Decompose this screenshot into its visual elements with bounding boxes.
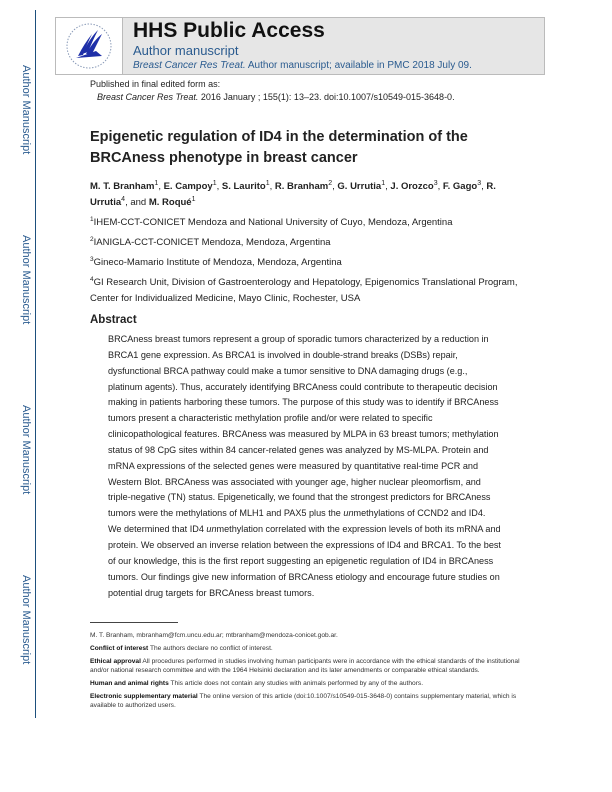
contact-footnote: M. T. Branham, mbranham@fcm.uncu.edu.ar; mtbranham@mendoza-conicet.gob.ar. [90, 632, 338, 639]
author-name: R. Urrutia [90, 181, 496, 208]
author-affiliation-number: 3 [433, 179, 438, 187]
author-affiliation-number: 4 [121, 195, 126, 203]
abstract-line: clinicopathological features. BRCAness was measured by MLPA in 63 breast tumors; methylation [108, 429, 499, 440]
author-affiliation-number: 1 [154, 179, 159, 187]
abstract-line: Western Blot. BRCAness was associated with younger age, higher nuclear pleomorfism, and [108, 476, 481, 487]
footnote-label: Electronic supplementary material [90, 693, 198, 700]
abstract-line: platinum agents). Thus, accurately identifying BRCAness could contribute to therapeutic decision [108, 381, 498, 392]
author-affiliation-number: 2 [328, 179, 333, 187]
author-name: G. Urrutia [337, 181, 382, 192]
citation-journal: Breast Cancer Res Treat. [97, 92, 199, 102]
author-name: M. T. Branham [90, 181, 155, 192]
abstract-line [108, 506, 535, 522]
citation-details: 2016 January ; 155(1): 13–23. doi:10.1007/s10549-015-3648-0. [198, 92, 455, 102]
abstract-line: BRCA1 gene expression. As BRCA1 is involved in double-strand breaks (DSBs) repair, [108, 349, 458, 360]
affiliation-text: IANIGLA-CCT-CONICET Mendoza, Mendoza, Argentina [93, 237, 331, 248]
affiliation-number: 2 [90, 235, 94, 243]
footnote-text: The online version of this article (doi:10.1007/s10549-015-3648-0) contains supplementary material, which is available to authorized users. [90, 693, 517, 709]
footnote-rights [90, 679, 530, 688]
abstract-line [108, 522, 535, 538]
author-name: E. Campoy [163, 181, 213, 192]
abstract-line: BRCAness breast tumors represent a group of sporadic tumors characterized by a reduction in [108, 334, 489, 344]
footnote-label: Ethical approval [90, 658, 141, 665]
author-manuscript-label: Author Manuscript [20, 405, 32, 495]
abstract-line: tumors present a characteristic methylation profile and/or were related to specific [108, 413, 433, 424]
affiliation-text: GI Research Unit, Division of Gastroenterology and Hepatology, Epigenomics Translational Program, Center for Individualized Medicine, Mayo Clinic, Rochester, USA [90, 277, 518, 304]
affiliation-number: 1 [90, 215, 94, 223]
footnote-text: This article does not contain any studies with animals performed by any of the authors. [168, 680, 424, 687]
author-affiliation-number: 3 [477, 179, 482, 187]
affiliation [90, 275, 530, 307]
footnote-ethical [90, 657, 530, 675]
abstract-heading: Abstract [90, 314, 137, 326]
abstract-line: making in patients harboring these tumors. The purpose of this study was to identify if BRCAness [108, 397, 499, 408]
published-label: Published in final edited form as: [90, 79, 221, 89]
footnote-text: All procedures performed in studies involving human participants were in accordance with the ethical standards of the institutional and/or national research committee and with the 1964 Helsinki declaration and its later amendments or comparable ethical standards. [90, 658, 520, 674]
author-manuscript-label: Author Manuscript [20, 575, 32, 665]
affiliation [90, 255, 530, 271]
author-list: M. T. Branham$^1$, E. Campoy$^1$, S. Laurito$^1$, R. Branham$^2$, G. Urrutia$^1$, J. Orozco$^3$, F. Gago$^3$, R. Urrutia$^4$, and M. Roqué$^1$ [90, 179, 496, 208]
author-name: J. Orozco [390, 181, 434, 192]
article-title: Epigenetic regulation of ID4 in the determination of the BRCAness phenotype in breast cancer [90, 129, 468, 166]
affiliation-text: Gineco-Mamario Institute of Mendoza, Mendoza, Argentina [93, 257, 342, 268]
abstract-text: methylation correlated with the expression levels of both its mRNA and [216, 524, 501, 535]
margin-rule [35, 10, 36, 718]
abstract-emphasis: un [343, 508, 354, 519]
author-name: F. Gago [442, 181, 478, 192]
abstract-line: of our knowledge, this is the first report suggesting an epigenetic regulation of ID4 in BRCAness [108, 555, 494, 566]
availability-line [133, 60, 472, 72]
hhs-header [55, 17, 545, 75]
abstract-text: tumors were the methylations of MLH1 and PAX5 plus the [108, 508, 344, 519]
author-affiliation-number: 1 [381, 179, 386, 187]
abstract-text: We determined that ID4 [108, 524, 207, 535]
abstract-line: tumors. Our findings give new information of BRCAness etiology and encourage future studies on [108, 571, 500, 582]
abstract-line: potential drug targets for BRCAness breast tumors. [108, 587, 315, 598]
footnote-supplementary [90, 692, 530, 710]
author-conjunction: , and [125, 197, 149, 208]
affiliation-number: 4 [90, 275, 94, 283]
footnotes [90, 631, 530, 714]
abstract-line: triple-negative (TN) status. Epigenetically, we found that the strongest predictors for BRCAness [108, 492, 491, 503]
footnote-label: Human and animal rights [90, 680, 169, 687]
abstract-line: protein. We observed an inverse relation between the expressions of ID4 and BRCA1. To the best [108, 539, 501, 550]
abstract-line: status of 98 CpG sites within 84 cancer-related genes was analyzed by MS-MLPA. Protein and [108, 444, 489, 455]
author-manuscript-subtitle: Author manuscript [133, 43, 239, 58]
footnote-divider [90, 622, 178, 623]
abstract-emphasis: un [206, 524, 217, 535]
article-front-matter [90, 127, 535, 601]
affiliation-number: 3 [90, 255, 94, 263]
hhs-logo-icon [56, 18, 123, 74]
author-name: S. Laurito [221, 181, 266, 192]
footnote-text: The authors declare no conflict of interest. [148, 645, 273, 652]
affiliation [90, 215, 530, 231]
author-manuscript-label: Author Manuscript [20, 65, 32, 155]
abstract-line: mRNA expressions of the selected genes were measured by quantitative real-time PCR and [108, 460, 478, 471]
availability-text: Author manuscript; available in PMC 2018 July 09. [245, 60, 472, 71]
journal-name: Breast Cancer Res Treat. [133, 60, 246, 71]
affiliation [90, 235, 530, 251]
footnote-label: Conflict of interest [90, 645, 149, 652]
author-name: R. Branham [274, 181, 329, 192]
abstract-body [108, 332, 535, 601]
abstract-line: dysfunctional BRCA pathway could make a tumor sensitive to DNA damaging drugs (e.g., [108, 365, 468, 376]
author-affiliation-number: 1 [212, 179, 217, 187]
citation [97, 92, 455, 103]
author-name: M. Roqué [148, 197, 192, 208]
author-affiliation-number: 1 [191, 195, 196, 203]
affiliation-text: IHEM-CCT-CONICET Mendoza and National University of Cuyo, Mendoza, Argentina [93, 217, 453, 228]
footnote-conflict [90, 644, 530, 653]
hhs-title: HHS Public Access [133, 19, 325, 42]
abstract-text: methylations of CCND2 and ID4. [353, 508, 486, 519]
author-affiliation-number: 1 [265, 179, 270, 187]
author-manuscript-label: Author Manuscript [20, 235, 32, 325]
